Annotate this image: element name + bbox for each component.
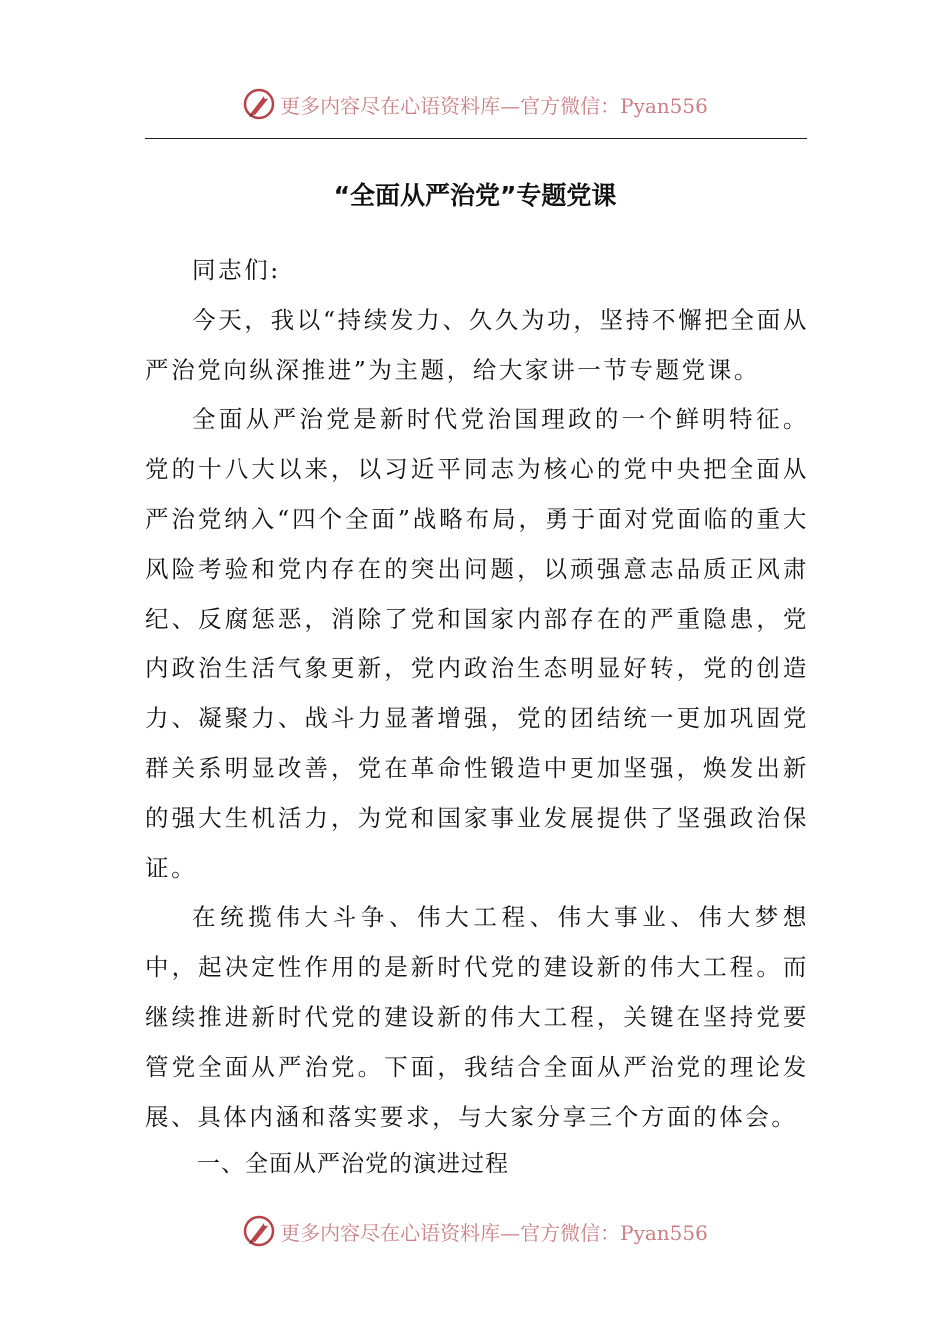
paragraph-background: 全面从严治党是新时代党治国理政的一个鲜明特征。党的十八大以来，以习近平同志为核心的党中央把全面从严治党纳入“四个全面”战略布局，勇于面对党面临的重大风险考验和党内存在的突出问题，以顽强意志品质正风肃纪、反腐惩恶，消除了党和国家内部存在的严重隐患，党内政治生活气象更新，党内政治生态明显好转，党的创造力、凝聚力、战斗力显著增强，党的团结统一更加巩固党群关系明显改善，党在革命性锻造中更加坚强，焕发出新的强大生机活力，为党和国家事业发展提供了坚强政治保证。: [145, 405, 809, 882]
watermark-text: 更多内容尽在心语资料库—官方微信：Pyan556: [280, 93, 708, 118]
pen-logo-icon: [242, 87, 276, 121]
pen-logo-icon: [242, 1214, 276, 1248]
header-divider: [145, 138, 807, 139]
document-title: “全面从严治党”专题党课: [333, 181, 617, 210]
footer-watermark: [0, 1211, 950, 1251]
watermark-text: 更多内容尽在心语资料库—官方微信：Pyan556: [280, 1220, 708, 1245]
section-heading: 一、全面从严治党的演进过程: [197, 1151, 509, 1177]
paragraph-overview: 在统揽伟大斗争、伟大工程、伟大事业、伟大梦想中，起决定性作用的是新时代党的建设新的伟大工程。而继续推进新时代党的建设新的伟大工程，关键在坚持党要管党全面从严治党。下面，我结合全面从严治党的理论发展、具体内涵和落实要求，与大家分享三个方面的体会。: [145, 903, 809, 1131]
document-body: [145, 246, 809, 1142]
paragraph-intro: 今天，我以“持续发力、久久为功，坚持不懈把全面从严治党向纵深推进”为主题，给大家讲一节专题党课。: [145, 305, 809, 384]
header-watermark: [0, 84, 950, 124]
salutation: 同志们:: [192, 256, 281, 284]
